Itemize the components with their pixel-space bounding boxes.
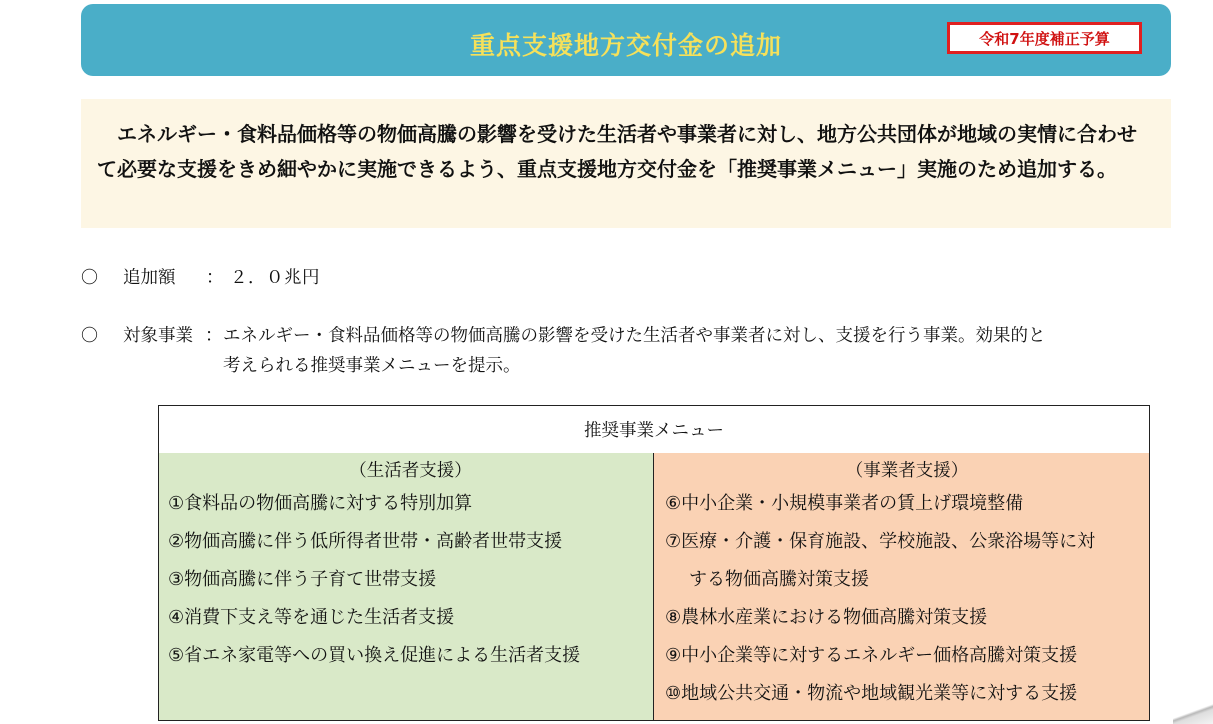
target-line: 考えられる推奨事業メニューを提示。 [223, 356, 521, 376]
menu-item-continuation: する物価高騰対策支援 [689, 569, 869, 590]
amount-colon: ： [206, 268, 224, 288]
page-title: 重点支援地方交付金の追加 [469, 31, 782, 60]
page-curl-decoration [1173, 702, 1213, 724]
column-title: （事業者支援） [845, 461, 969, 481]
circle-bullet-icon: 〇 [81, 268, 98, 288]
menu-item: ③物価高騰に伴う子育て世帯支援 [168, 569, 437, 590]
menu-item: ⑩地域公共交通・物流や地域観光業等に対する支援 [665, 683, 1078, 704]
budget-tag: 令和7年度補正予算 [947, 22, 1142, 54]
menu-item: ⑦医療・介護・保育施設、学校施設、公衆浴場等に対 [665, 531, 1096, 552]
header-banner [81, 4, 1171, 76]
target-label: 対象事業 [123, 326, 193, 346]
menu-header: 推奨事業メニュー [159, 406, 1149, 454]
target-colon: ： [205, 326, 223, 346]
menu-item: ④消費下支え等を通じた生活者支援 [168, 607, 455, 628]
target-line: エネルギー・食料品価格等の物価高騰の影響を受けた生活者や事業者に対し、支援を行う事業。効果的と [223, 326, 1046, 346]
menu-item: ⑨中小企業等に対するエネルギー価格高騰対策支援 [665, 645, 1078, 666]
amount-label: 追加額 [123, 268, 176, 288]
circle-bullet-icon: 〇 [81, 326, 98, 346]
consumer-support-column [159, 453, 654, 720]
amount-value: ２．０兆円 [230, 268, 320, 288]
recommended-menu-table [158, 405, 1150, 721]
menu-item: ⑤省エネ家電等への買い換え促進による生活者支援 [168, 645, 581, 666]
target-description [223, 321, 1193, 381]
column-title: （生活者支援） [349, 461, 472, 481]
menu-item: ⑥中小企業・小規模事業者の賃上げ環境整備 [665, 493, 1024, 514]
menu-item: ⑧農林水産業における物価高騰対策支援 [665, 607, 988, 628]
summary-text: エネルギー・食料品価格等の物価高騰の影響を受けた生活者や事業者に対し、地方公共団体が地域の実情に合わせて必要な支援をきめ細やかに実施できるよう、重点支援地方交付金を「推奨事業メニュー」実施のため追加する。 [97, 122, 1137, 181]
business-support-column [654, 453, 1149, 720]
menu-item: ②物価高騰に伴う低所得者世帯・高齢者世帯支援 [168, 531, 563, 552]
menu-item: ①食料品の物価高騰に対する特別加算 [168, 493, 473, 514]
summary-box [81, 99, 1171, 228]
